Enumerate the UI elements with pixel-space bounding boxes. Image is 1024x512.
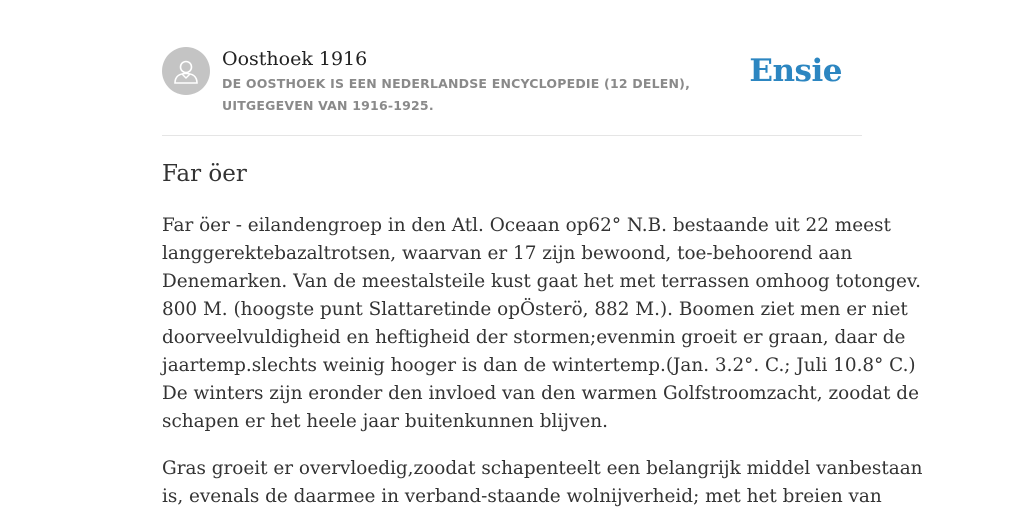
avatar[interactable] (162, 47, 210, 95)
text-line: is, evenals de daarmee in verband-staande wolnijverheid; met het breien van (162, 486, 882, 507)
paragraph (162, 455, 923, 511)
text-line: jaartemp.slechts weinig hooger is dan de wintertemp.(Jan. 3.2°. C.; Juli 10.8° C.) (162, 355, 916, 376)
text-line: Gras groeit er overvloedig,zoodat schapenteelt een belangrijk middel vanbestaan (162, 458, 923, 479)
source-header (162, 47, 862, 136)
source-title[interactable]: Oosthoek 1916 (222, 48, 368, 70)
user-icon (171, 56, 201, 86)
text-line: doorveelvuldigheid en heftigheid der stormen;evenmin groeit er graan, daar de (162, 327, 906, 348)
text-line: Far öer - eilandengroep in den Atl. Oceaan op62° N.B. bestaande uit 22 meest (162, 215, 891, 236)
text-line: langgerektebazaltrotsen, waarvan er 17 zijn bewoond, toe-behoorend aan (162, 243, 853, 264)
text-line: De winters zijn eronder den invloed van den warmen Golfstroomzacht, zoodat de (162, 383, 919, 404)
paragraph (162, 212, 921, 436)
article-title: Far öer (162, 161, 247, 187)
article-body (162, 212, 923, 512)
text-line: schapen er het heele jaar buitenkunnen blijven. (162, 411, 608, 432)
source-description: DE OOSTHOEK IS EEN NEDERLANDSE ENCYCLOPEDIE (12 DELEN), UITGEGEVEN VAN 1916-1925. (222, 76, 691, 113)
text-line: 800 M. (hoogste punt Slattaretinde opÖsterö, 882 M.). Boomen ziet men er niet (162, 299, 908, 320)
brand-logo[interactable]: Ensie (749, 53, 842, 89)
text-line: Denemarken. Van de meestalsteile kust gaat het met terrassen omhoog totongev. (162, 271, 921, 292)
